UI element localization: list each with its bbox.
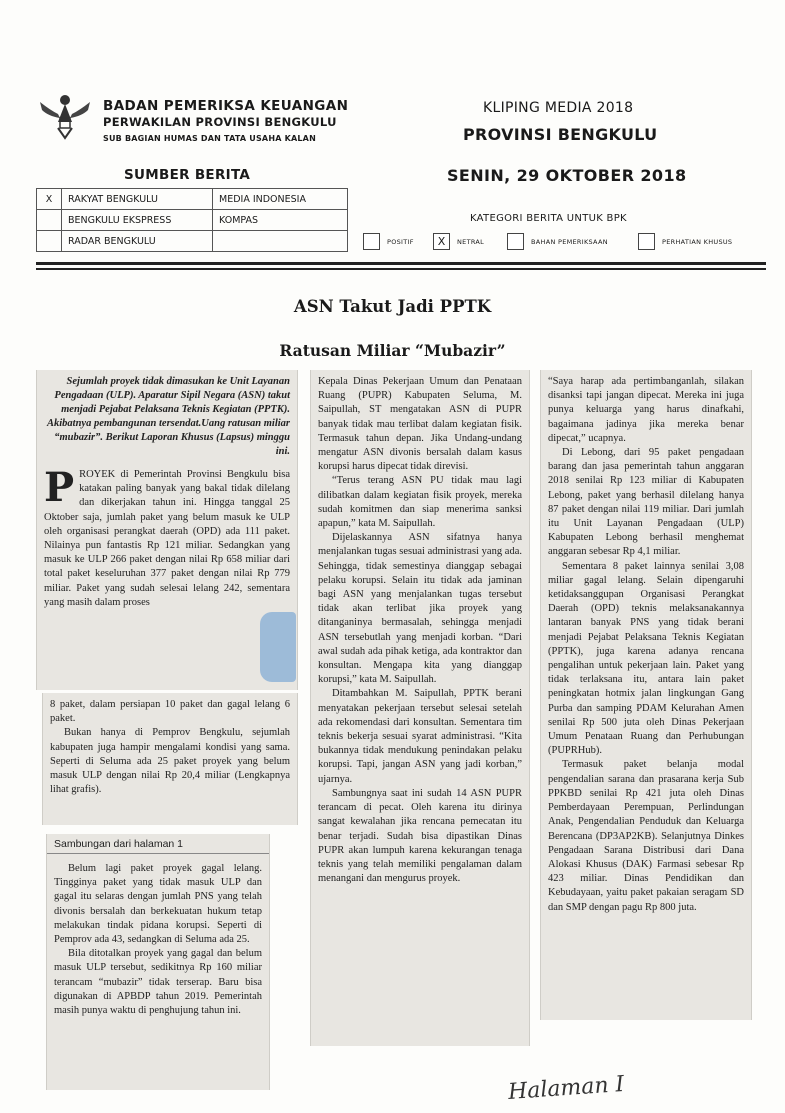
category-label: NETRAL [457,237,485,246]
source-name: MEDIA INDONESIA [213,189,348,210]
source-name: KOMPAS [213,210,348,231]
org-subdivision: SUB BAGIAN HUMAS DAN TATA USAHA KALAN [103,134,316,143]
kliping-title: KLIPING MEDIA 2018 [483,100,634,116]
category-perhatian-khusus [638,233,732,250]
category-label: POSITIF [387,237,414,246]
source-row [37,210,348,231]
article-headline: ASN Takut Jadi PPTK [293,297,492,316]
article-paragraph: Termasuk paket belanja modal pengendalian sarana dan prasarana kerja Sub PPKBD senilai Rp 421 juta oleh Dinas Pemberdayaan Perempuan, Perlindungan Anak, Pengendalian Penduduk dan Keluarga Berencana (DP3AP2KB). Selanjutnya Dinkes Pengadaan Sarana Distribusi dari Dana Alokasi Khusus (DAK) Farmasi sebesar Rp 423 miliar. Dinas Pendidikan dan Kebudayaan, yaitu paket pakaian seragam SD dan SMP dengan pagu Rp 800 juta. [548,759,744,913]
category-title: KATEGORI BERITA UNTUK BPK [470,213,627,224]
article-paragraph: Sementara 8 paket lainnya senilai 3,08 miliar gagal lelang. Selain dipengaruhi ketidaksanggupan Organisasi Perangkat Daerah (OPD) teknis melaksanakannya lantaran banyak PNS yang tidak berani menjadi Pejabat Pelaksana Teknis Kegiatan (PPTK), juga karena adanya rencana pengalihan untuk pekerjaan lain. Paket yang tidak terlaksana itu, antara lain paket peningkatan hotmix jalan lingkungan Gang Purba dan samping PDAM Kelurahan Amen senilai Rp 500 juta oleh Dinas Pekerjaan Umum Penataan Ruang dan Perhubungan (PUPRHub). [548,560,744,757]
graphic-fragment [260,612,296,682]
article-paragraph: Sambungnya saat ini sudah 14 ASN PUPR terancam di pecat. Oleh karena itu dirinya sangat kewalahan jika rencana pemecatan itu benar terjadi. Sudah bisa dipastikan Dinas PUPR akan lumpuh karena kekurangan tenaga teknis yang telah memiliki pengalaman dalam menangani dan mengurus proyek. [318,787,522,885]
garuda-emblem-icon [38,92,92,142]
source-row [37,231,348,252]
continuation-label: Sambungan dari halaman 1 [47,837,269,854]
source-name: RADAR BENGKULU [62,231,213,252]
page-signature: Halaman I [507,1071,626,1106]
clipping-column-3 [540,370,752,1020]
category-netral [433,233,484,250]
header-rule [36,262,766,265]
article-paragraph: 8 paket, dalam persiapan 10 paket dan gagal lelang 6 paket. [50,699,290,725]
article-paragraph: Dijelaskannya ASN sifatnya hanya menjalankan tugas sesuai administrasi yang ada. Sehingga, tidak semestinya dianggap sebagai pelaku korupsi. Selain itu tidak ada jaminan bagi ASN yang menjalankan tugas tersebut tidak akan terlibat jika proyek yang ditanganinya bermasalah, sehingga menjadi ASN tersebutlah yang menjadi korban. “Dari awal sudah ada pihak ketiga, ada kontraktor dan konsultan. Mengapa kita yang dianggap korupsi,” kata M. Saipullah. [318,532,522,686]
category-label: PERHATIAN KHUSUS [662,237,733,246]
clipping-column-2 [310,370,530,1046]
category-checkbox [638,233,655,250]
article-paragraph: Bukan hanya di Pemprov Bengkulu, sejumlah kabupaten juga hampir mengalami kondisi yang sama. Seperti di Seluma ada 25 paket proyek yang belum masuk ULP dengan nilai Rp 20,4 miliar (Lengkapnya lihat grafis). [50,727,290,796]
source-row [37,189,348,210]
article-paragraph: “Saya harap ada pertimbanganlah, silakan disanksi tapi jangan dipecat. Mereka ini juga punya keluarga yang harus dinafkahi, bagaimana jadinya jika mereka benar dipecat,” ucapnya. [548,376,744,444]
article-paragraph: “Terus terang ASN PU tidak mau lagi dilibatkan dalam kegiatan fisik proyek, mereka sudah komitmen dan siap menerima sanksi apapun,” kata M. Saipullah. [318,475,522,530]
category-checkbox [363,233,380,250]
drop-cap: P [44,464,75,511]
article-paragraph: ROYEK di Pemerintah Provinsi Bengkulu bisa katakan paling banyak yang bakal tidak dilelang dan dikerjakan tahun ini. Hingga tanggal 25 Oktober saja, jumlah paket yang belum masuk ke ULP oleh organisasi perangkat daerah (OPD) ada 111 paket. Nilainya pun fantastis Rp 121 miliar. Sedangkan yang masuk ke ULP 266 paket dengan nilai Rp 658 miliar dari total paket keseluruhan 377 paket dengan nilai Rp 779 miliar. Paket yang sudah selesai lelang 242, sementara yang masih dalam proses [44,469,290,608]
source-mark: X [37,189,62,210]
category-checkbox: X [433,233,450,250]
province-title: PROVINSI BENGKULU [463,125,658,144]
article-paragraph: Kepala Dinas Pekerjaan Umum dan Penataan Ruang (PUPR) Kabupaten Seluma, M. Saipullah, ST mengatakan ASN di PUPR banyak tidak mau terlibat dalam kegiatan fisik. Termasuk tahun depan. Jika Undang-undang mengatur ASN divonis bersalah dalam kasus korupsi harus dipecat tidak direvisi. [318,376,522,473]
category-checkbox [507,233,524,250]
sources-title: SUMBER BERITA [124,167,251,183]
sources-table [36,188,348,252]
article-paragraph: Ditambahkan M. Saipullah, PPTK berani menyatakan pekerjaan tersebut selesai setelah ada rekomendasi dari konsultan. Sementara tim teknis bekerja sesuai syarat administrasi. “Kita bukannya tidak mendukung penindakan pelaku korupsi. Tapi, jangan ASN yang jadi korban,” ujarnya. [318,688,522,785]
category-label: BAHAN PEMERIKSAAN [531,237,608,246]
source-name: BENGKULU EKSPRESS [62,210,213,231]
article-subheadline: Ratusan Miliar “Mubazir” [279,341,506,360]
clipping-column-1b [42,693,298,825]
source-mark [37,231,62,252]
article-paragraph: Bila ditotalkan proyek yang gagal dan belum masuk ULP tersebut, sedikitnya Rp 160 miliar terancam “mubazir” tidak terserap. Baru bisa digunakan di APBDP tahun 2019. Pemerintah masih punya waktu di penghujung tahun ini. [54,948,262,1017]
article-paragraph: Belum lagi paket proyek gagal lelang. Tingginya paket yang tidak masuk ULP dan gagal itu selaras dengan jumlah PNS yang telah divonis bersalah dan berkekuatan hukum tetap melakukan tindak pidana korupsi. Seperti di Pemprov ada 43, sedangkan di Seluma ada 25. [54,863,262,946]
clipping-continuation [46,834,270,1090]
org-name: BADAN PEMERIKSA KEUANGAN [103,98,349,114]
category-bahan-pemeriksaan [507,233,608,250]
source-name [213,231,348,252]
source-name: RAKYAT BENGKULU [62,189,213,210]
issue-date: SENIN, 29 OKTOBER 2018 [447,166,687,185]
article-paragraph: Di Lebong, dari 95 paket pengadaan barang dan jasa pemerintah tahun anggaran 2018 senilai Rp 123 miliar di Kabupaten Lebong, paket yang berhasil dilelang hanya 87 paket dengan nilai 119 miliar. Dari jumlah itu Unit Layanan Pengadaan (ULP) Kabupaten Lebong berhasil menghemat anggaran sebesar Rp 4,1 miliar. [548,447,744,558]
source-mark [37,210,62,231]
article-lead: Sejumlah proyek tidak dimasukan ke Unit Layanan Pengadaan (ULP). Aparatur Sipil Negara (ASN) takut menjadi Pejabat Pelaksana Teknis Kegiatan (PPTK). Akibatnya pembangunan tersendat.Uang ratusan miliar “mubazir”. Berikut Laporan Khusus (Lapsus) minggu ini. [46,376,290,457]
clipping-column-1 [36,370,298,690]
org-branch: PERWAKILAN PROVINSI BENGKULU [103,115,337,129]
header-rule [36,268,766,270]
category-positif [363,233,414,250]
